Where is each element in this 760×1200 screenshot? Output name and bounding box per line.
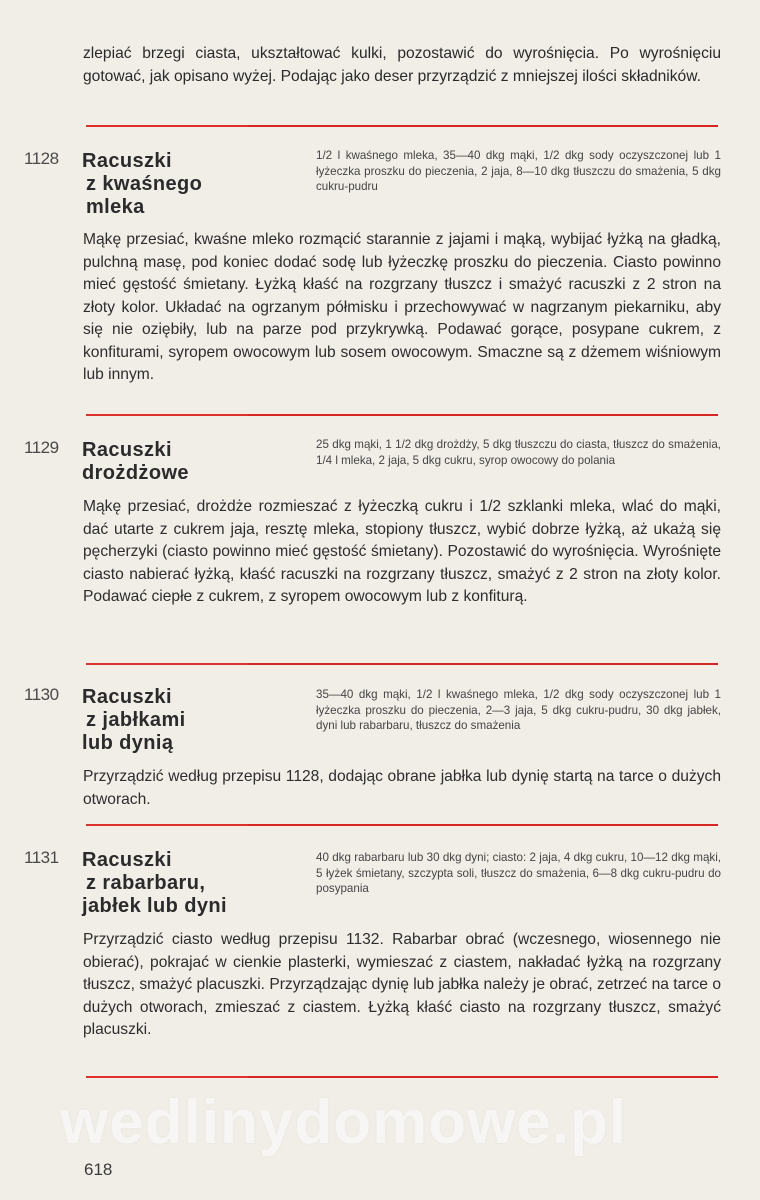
divider-rule: [86, 663, 718, 665]
recipe-number: 1129: [24, 438, 59, 457]
title-line: drożdżowe: [82, 462, 189, 484]
title-line: Racuszki: [82, 439, 172, 461]
title-line: jabłek lub dyni: [82, 895, 227, 917]
recipe-title: [82, 439, 189, 485]
recipe-title: [82, 686, 186, 755]
page-number: 618: [84, 1160, 113, 1179]
title-line: z kwaśnego: [86, 173, 203, 195]
recipe-number: 1130: [24, 685, 59, 704]
intro-paragraph: zlepiać brzegi ciasta, ukształtować kulki, pozostawić do wyrośnięcia. Po wyrośnięciu gotować, jak opisano wyżej. Podając jako deser przyrządzić z mniejszej ilości składników.: [83, 45, 721, 85]
title-line: Racuszki: [82, 849, 172, 871]
divider-rule: [86, 824, 718, 826]
recipe-instructions: Przyrządzić według przepisu 1128, dodając obrane jabłka lub dynię startą na tarce o dużych otworach.: [83, 768, 721, 808]
divider-rule: [86, 1076, 718, 1078]
divider-rule: [86, 125, 718, 127]
title-line: Racuszki: [82, 150, 172, 172]
ingredients-list: 25 dkg mąki, 1 1/2 dkg drożdży, 5 dkg tłuszczu do ciasta, tłuszcz do smażenia, 1/4 l mleka, 2 jaja, 5 dkg cukru, syrop owocowy do polania: [316, 438, 721, 467]
recipe-title: [82, 849, 227, 918]
recipe-instructions: Mąkę przesiać, kwaśne mleko rozmącić starannie z jajami i mąką, wybijać łyżką na gładką, pulchną masę, pod koniec dodać sodę lub łyżeczkę proszku do pieczenia. Ciasto powinno mieć gęstość śmietany. Łyżką kłaść na rozgrzany tłuszcz i smażyć racuszki z 2 stron na złoty kolor. Układać na ogrzanym półmisku i przechowywać w nagrzanym piekarniku, aby się nie oziębiły, lub na parze pod przykrywką. Podawać gorące, posypane cukrem, z konfiturami, syropem owocowym lub sosem owocowym. Smaczne są z dżemem wiśniowym lub innym.: [83, 231, 721, 383]
title-line: z jabłkami: [86, 709, 186, 731]
title-line: z rabarbaru,: [86, 872, 206, 894]
title-line: Racuszki: [82, 686, 172, 708]
ingredients-list: 35—40 dkg mąki, 1/2 l kwaśnego mleka, 1/2 dkg sody oczyszczonej lub 1 łyżeczka proszku do pieczenia, 2—3 jaja, 5 dkg cukru-pudru, 30 dkg jabłek, dyni lub rabarbaru, tłuszcz do smażenia: [316, 688, 721, 732]
recipe-number: 1128: [24, 149, 59, 168]
divider-rule: [86, 414, 718, 416]
recipe-instructions: Mąkę przesiać, drożdże rozmieszać z łyżeczką cukru i 1/2 szklanki mleka, wlać do mąki, dać utarte z cukrem jaja, resztę mleka, stopiony tłuszcz, wybić dobrze łyżką, aż ukażą się pęcherzyki (ciasto powinno mieć gęstość śmietany). Pozostawić do wyrośnięcia. Wyrośnięte ciasto nabierać łyżką, kłaść racuszki na rozgrzany tłuszcz, smażyć z 2 stron na złoty kolor. Podawać ciepłe z cukrem, z syropem owocowym lub z konfiturą.: [83, 498, 721, 605]
ingredients-list: 40 dkg rabarbaru lub 30 dkg dyni; ciasto: 2 jaja, 4 dkg cukru, 10—12 dkg mąki, 5 łyżek śmietany, szczypta soli, tłuszcz do smażenia, 6—8 dkg cukru-pudru do posypania: [316, 851, 721, 895]
recipe-number: 1131: [24, 848, 59, 867]
watermark: wedlinydomowe.pl: [60, 1088, 628, 1157]
ingredients-list: 1/2 l kwaśnego mleka, 35—40 dkg mąki, 1/2 dkg sody oczyszczonej lub 1 łyżeczka proszku do pieczenia, 2 jaja, 8—10 dkg tłuszczu do smażenia, 5 dkg cukru-pudru: [316, 149, 721, 193]
recipe-title: [82, 150, 202, 219]
title-line: lub dynią: [82, 732, 174, 754]
recipe-instructions: Przyrządzić ciasto według przepisu 1132. Rabarbar obrać (wczesnego, wiosennego nie obierać), pokrajać w cienkie plasterki, wymieszać z ciastem, nakładać łyżką na rozgrzany tłuszcz, smażyć placuszki. Przyrządzając dynię lub jabłka należy je obrać, zetrzeć na tarce o dużych otworach, zmieszać z ciastem. Łyżką kłaść ciasto na rozgrzany tłuszcz, smażyć placuszki.: [83, 931, 721, 1038]
title-line: mleka: [86, 196, 145, 218]
